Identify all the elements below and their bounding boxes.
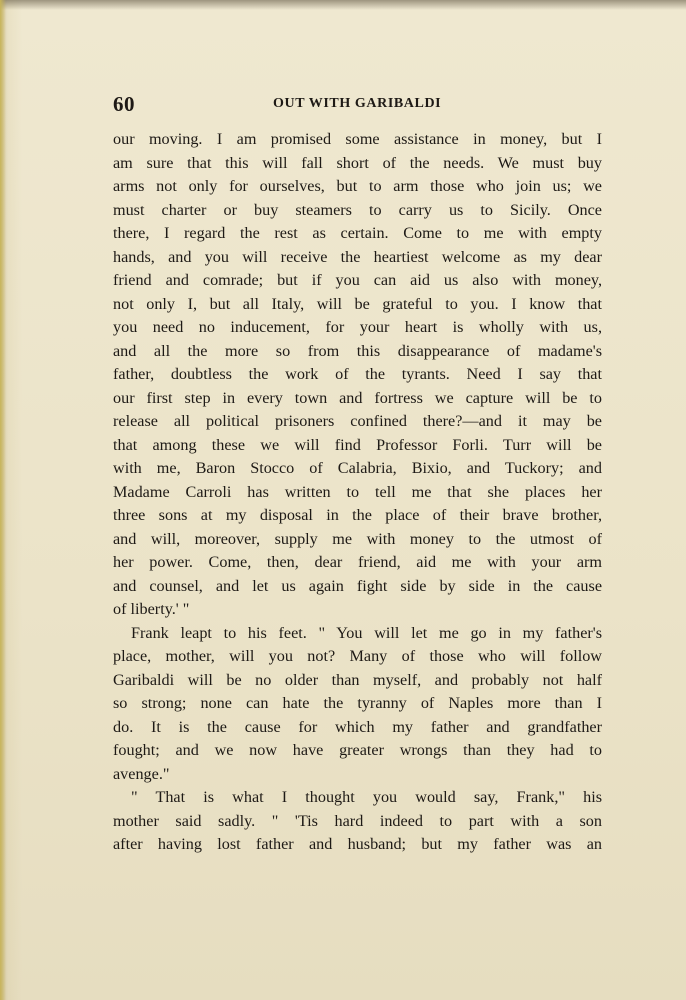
page-number: 60 xyxy=(113,92,135,116)
body-text xyxy=(113,128,602,857)
text-line: avenge." xyxy=(113,764,170,783)
text-line: am sure that this will fall short of the needs. We must buy xyxy=(113,153,602,172)
text-line: and all the more so from this disappearance of madame's xyxy=(113,341,602,360)
text-line: three sons at my disposal in the place of their brave brother, xyxy=(113,506,602,524)
text-line: with me, Baron Stocco of Calabria, Bixio, and Tuckory; and xyxy=(113,459,602,477)
text-line: do. It is the cause for which my father and grandfather xyxy=(113,717,602,736)
text-line: mother said sadly. " 'Tis hard indeed to part with a son xyxy=(113,811,602,830)
text-line: and counsel, and let us again fight side by side in the cause xyxy=(113,576,602,595)
running-head: OUT WITH GARIBALDI xyxy=(273,96,442,111)
text-line: hands, and you will receive the heartiest welcome as my dear xyxy=(113,247,602,266)
text-line: father, doubtless the work of the tyrants. Need I say that xyxy=(113,365,602,383)
text-line: fought; and we now have greater wrongs than they had to xyxy=(113,741,602,759)
text-line: arms not only for ourselves, but to arm those who join us; we xyxy=(113,177,602,195)
scan-top-shadow xyxy=(0,0,686,10)
text-line: her power. Come, then, dear friend, aid me with your arm xyxy=(113,553,602,571)
text-line: you need no inducement, for your heart is wholly with us, xyxy=(113,318,602,336)
text-line: and will, moreover, supply me with money to the utmost of xyxy=(113,529,602,548)
text-line: " That is what I thought you would say, Frank," his xyxy=(131,788,602,806)
text-line: there, I regard the rest as certain. Come to me with empty xyxy=(113,224,602,242)
text-line: must charter or buy steamers to carry us to Sicily. Once xyxy=(113,200,602,219)
text-line: Garibaldi will be no older than myself, and probably not half xyxy=(113,670,602,689)
text-line: after having lost father and husband; but my father was an xyxy=(113,835,602,853)
text-line: Frank leapt to his feet. " You will let me go in my father's xyxy=(131,623,602,642)
text-line: friend and comrade; but if you can aid us also with money, xyxy=(113,271,602,289)
text-line: release all political prisoners confined there?—and it may be xyxy=(113,412,602,430)
text-line: Madame Carroli has written to tell me that she places her xyxy=(113,482,602,501)
text-line: that among these we will find Professor Forli. Turr will be xyxy=(113,435,602,454)
text-line: our moving. I am promised some assistance in money, but I xyxy=(113,130,602,148)
page-header xyxy=(113,90,603,120)
text-line: so strong; none can hate the tyranny of Naples more than I xyxy=(113,694,602,712)
page-gutter-edge xyxy=(0,0,6,1000)
text-line: not only I, but all Italy, will be grateful to you. I know that xyxy=(113,294,602,313)
text-line: our first step in every town and fortress we capture will be to xyxy=(113,388,602,407)
text-line: of liberty.' " xyxy=(113,600,190,618)
text-line: place, mother, will you not? Many of those who will follow xyxy=(113,647,602,665)
